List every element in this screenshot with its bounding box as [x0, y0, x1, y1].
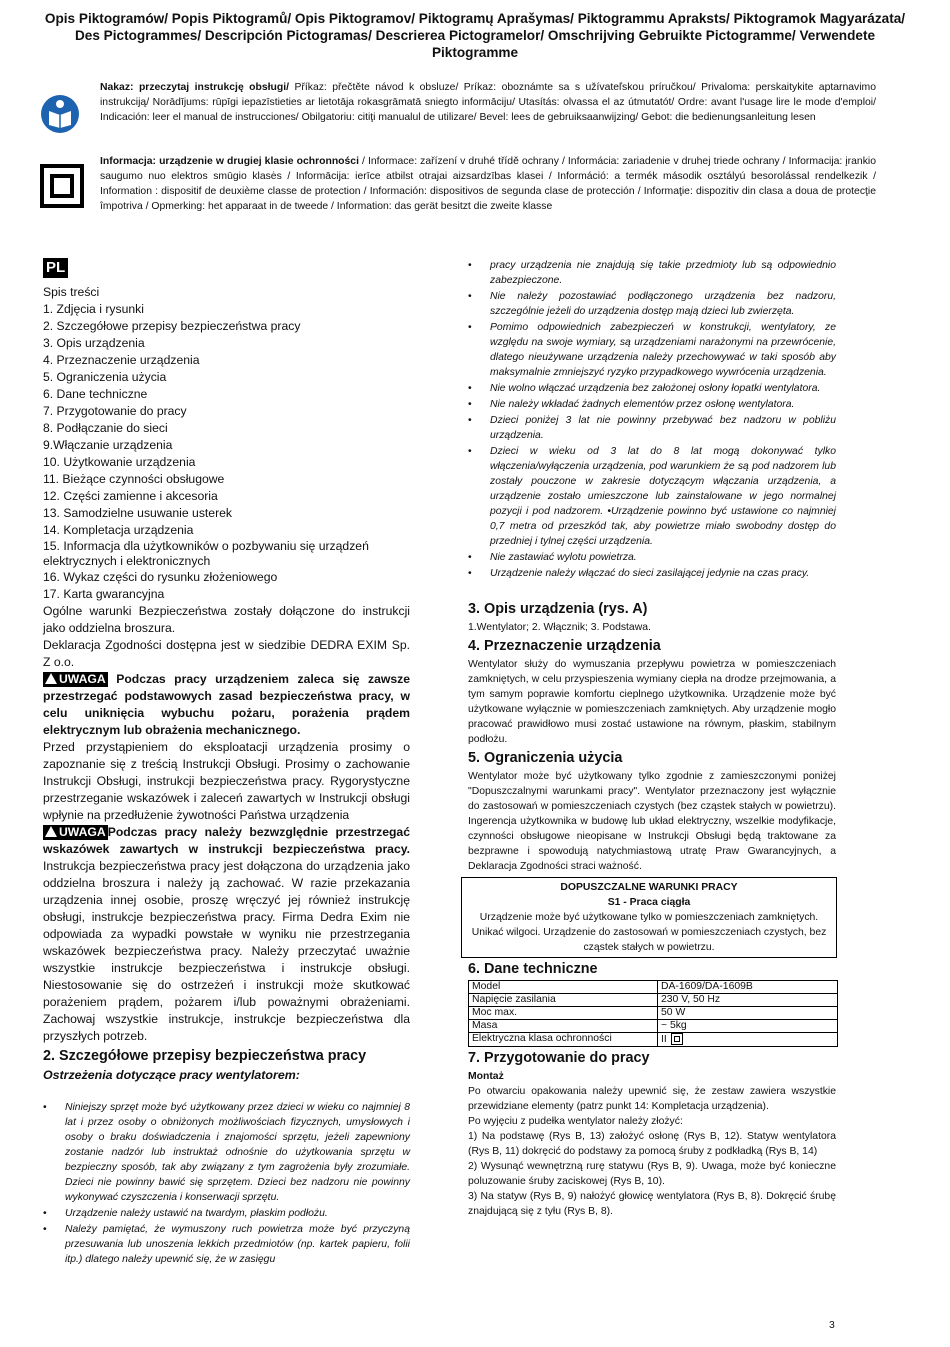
toc-item: 8. Podłączanie do sieci [43, 421, 168, 435]
spec-value: II [661, 1033, 667, 1045]
bullet-item: • pracy urządzenia nie znajdują się takie przedmioty lub są odpowiednio zabezpieczone. [468, 258, 836, 288]
montaz-label: Montaż [468, 1070, 504, 1082]
left-bullet-list [43, 1100, 410, 1267]
pictogram-class2-lead: Informacja: urządzenie w drugiej klasie ochronności [100, 156, 359, 167]
toc-item: 15. Informacja dla użytkowników o pozbywaniu się urządzeń elektrycznych i elektronicznych [43, 539, 369, 568]
warning-label-text: UWAGA [59, 825, 106, 839]
toc-title: Spis treści [43, 285, 100, 299]
section-2-title: 2. Szczegółowe przepisy bezpieczeństwa pracy [43, 1048, 367, 1064]
operating-conditions-subtitle: S1 - Praca ciągła [607, 897, 691, 908]
bullet-item: • Pomimo odpowiednich zabezpieczeń w konstrukcji, wentylatory, ze względu na swoje wymiary, są urządzeniami narażonymi na przewrócenie, dlatego nieużywane urządzenia należy przechowywać w taki sposób aby maksymalnie zmniejszyć ryzyko przypadkowego wywrócenia urządzenia. [468, 320, 836, 380]
montaz-step: 2) Wysunąć wewnętrzną rurę statywu (Rys B, 9). Uwaga, może być konieczne poluzowanie śruby zaciskowej (Rys B, 10). [468, 1160, 836, 1187]
spec-label: Masa [469, 1020, 658, 1033]
warning-1 [43, 671, 410, 739]
toc-item: 6. Dane techniczne [43, 387, 148, 401]
section-3-text: 1.Wentylator; 2. Włącznik; 3. Podstawa. [468, 622, 651, 633]
pictogram-manual-desc: Příkaz: přečtěte návod k obsluze/ Príkaz: oboznámte sa s užívateľskou príručkou/ Privaloma: perskaitykite aptarnavimo instrukciją/ Norādījums: rūpīgi iepazīstieties ar lietotāja rokasgrāmatā sniegto informāciju/ Utasítás: olvassa el az útmutatót/ Ordre: avant l'usage lire le mode d'emploi/ Indicación: leer el manual de instrucciones/ Obilgatoriu: citiţi manualul de utilizare/ Bevel: lees de gebruiksaanwijzing/ Gebot: die bedienungsanleitung lesen [100, 82, 876, 123]
spec-label: Napięcie zasilania [469, 994, 658, 1007]
bullet-item: • Nie wolno włączać urządzenia bez założonej osłony łopatki wentylatora. [468, 381, 836, 396]
pictogram-class2-desc: / Informace: zařízení v druhé třídě ochrany / Informácia: zariadenie v druhej triede ochrany / Informacija: įrankio saugumo nuo elektros smūgio klasės / Informācija: ierīce atbilst otrajai aizsardzības klasei / Információ: a termék második osztályú besorolással rendelkezik / Information : dispositif de deuxième classe de protection / Información: dispositivos de segunda clase de protección / Informaţie: dispozitiv din clasa a doua de protecţie împotriva / Opmerking: het apparaat in de tweede / Information: das gerät besitzt die zweite klasse [100, 156, 876, 212]
warning-label [43, 825, 108, 840]
bullet-item: • Dzieci poniżej 3 lat nie powinny przebywać bez nadzoru w pobliżu urządzenia. [468, 413, 836, 443]
table-row [469, 981, 838, 994]
bullet-item: • Niniejszy sprzęt może być użytkowany przez dzieci w wieku co najmniej 8 lat i przez osoby o obniżonych możliwościach fizycznych, umysłowych i osoby o braku doświadczenia i znajomości sprzętu, jeżeli zapewniony zostanie nadzór lub instruktaż odnośnie do użytkowania sprzętu w bezpieczny sposób, tak aby związany z tym zagrożenia były zrozumiałe. Dzieci nie powinny bawić się sprzętem. Dzieci bez nadzoru nie powinny wykonywać czyszczenia i konserwacji sprzętu. [43, 1100, 410, 1205]
section-4-text: Wentylator służy do wymuszania przepływu powietrza w pomieszczeniach zamkniętych, w celu przyspieszenia wymiany ciepła na drodze przejmowania, a tym samym poprawie komfortu cieplnego użytkownika. Urządzenie może być użytkowane wyłącznie w pomieszczeniach zamkniętych. Aby urządzenie mogło pracować prawidłowo musi zostać ustawione na równym, płaskim, stabilnym podłożu. [468, 659, 836, 745]
spec-value: DA-1609/DA-1609B [658, 981, 838, 994]
operating-conditions-box [461, 877, 837, 958]
spec-value: ~ 5kg [658, 1020, 838, 1033]
warning-triangle-icon [45, 673, 57, 684]
section-7-title: 7. Przygotowanie do pracy [468, 1049, 650, 1066]
montaz-paragraph: Po wyjęciu z pudełka wentylator należy złożyć: [468, 1115, 683, 1127]
montaz-step: 1) Na podstawę (Rys B, 13) założyć osłonę (Rys B, 12). Statyw wentylatora (Rys B, 11) dokręcić do podstawy za pomocą śruby z podkładką (Rys B, 14) [468, 1130, 836, 1157]
section-3-title: 3. Opis urządzenia (rys. A) [468, 601, 648, 617]
bullet-item: • Nie zastawiać wylotu powietrza. [468, 550, 836, 565]
section-5-text: Wentylator może być użytkowany tylko zgodnie z zamieszczonymi poniżej "Dopuszczalnymi warunkami pracy". Wentylator przeznaczony jest wyłącznie do zastosowań w pomieszczeniach czystych (bez cząstek stałych w powietrzu). Ingerencja użytkownika w budowę lub układ elektryczny, wszelkie modyfikacje, czynności obsługowe nieopisane w Instrukcji Obsługi będą traktowane za bezprawne i spowodują natychmiastową utratę Praw Gwarancyjnych, a Deklaracja Zgodności straci ważność. [468, 771, 836, 872]
warning-2 [43, 824, 410, 1045]
read-manual-icon [40, 94, 80, 134]
toc-item: 5. Ograniczenia użycia [43, 370, 167, 384]
bullet-item: • Dzieci w wieku od 3 lat do 8 lat mogą dokonywać tylko włączenia/wyłączenia urządzenia, pod warunkiem że są pod nadzorem lub zostały pouczone w zakresie dotyczącym włączania urządzenia, a urządzenie zostało umieszczone lub zainstalowane w jego normalnej pozycji i pod nadzorem. •Urządzenie powinno być ustawione co najmniej 0,7 metra od przeszkód tak, aby powietrze miało swobodny dostęp do przedniej i tylnej części urządzenia. [468, 444, 836, 549]
right-column [468, 258, 836, 1219]
warning-label-text: UWAGA [59, 672, 106, 686]
toc-item: 9.Włączanie urządzenia [43, 438, 173, 452]
toc-item: 13. Samodzielne usuwanie usterek [43, 506, 233, 520]
warning-1-text: Podczas pracy urządzeniem zaleca się zawsze przestrzegać podstawowych zasad bezpieczeństwa pracy, w celu uniknięcia wybuchu pożaru, porażenia prądem elektrycznym lub obrażenia mechanicznego. [43, 672, 410, 737]
spec-label: Model [469, 981, 658, 994]
bullet-item: • Nie należy wkładać żadnych elementów przez osłonę wentylatora. [468, 397, 836, 412]
toc-item: 17. Karta gwarancyjna [43, 587, 165, 601]
right-bullet-list [468, 258, 836, 581]
toc-item: 10. Użytkowanie urządzenia [43, 455, 196, 469]
spec-label: Elektryczna klasa ochronności [469, 1033, 658, 1047]
spec-value: 50 W [658, 1007, 838, 1020]
specs-table [468, 980, 838, 1047]
page-number: 3 [829, 1320, 835, 1331]
toc-item: 11. Bieżące czynności obsługowe [43, 472, 225, 486]
section-2-subtitle: Ostrzeżenia dotyczące pracy wentylatorem: [43, 1068, 300, 1082]
pictogram-manual-lead: Nakaz: przeczytaj instrukcję obsługi/ [100, 82, 290, 93]
spec-value-cell [658, 1033, 838, 1047]
bullet-item: • Urządzenie należy ustawić na twardym, płaskim podłożu. [43, 1206, 410, 1221]
section-4-title: 4. Przeznaczenie urządzenia [468, 638, 661, 654]
pictogram-class2-text [100, 154, 876, 214]
page-header-title: Opis Piktogramów/ Popis Piktogramů/ Opis Piktogramov/ Piktogramų Aprašymas/ Piktogrammu Apraksts/ Piktogramok Magyarázata/ Des Pictogrammes/ Descripción Pictogramas/ Descrierea Pictogramelor/ Omschrijving Gebruikte Pictogramme/ Verwendete Piktogramme [44, 11, 906, 60]
table-row [469, 1020, 838, 1033]
warning-1-body: Przed przystąpieniem do eksploatacji urządzenia prosimy o zapoznanie się z treścią Instrukcji Obsługi. Prosimy o zachowanie Instrukcji Obsługi, instrukcji bezpieczeństwa pracy. Rygorystyczne przestrzeganie wskazówek i zaleceń zawartych w Instrukcji obsługi wpłynie na przedłużenie żywotności Państwa urządzenia [43, 740, 410, 822]
montaz-paragraph: Po otwarciu opakowania należy upewnić się, że zestaw zawiera wszystkie przewidziane elementy (patrz punkt 14: Kompletacja urządzenia). [468, 1085, 836, 1112]
toc-item: 1. Zdjęcia i rysunki [43, 302, 144, 316]
pictogram-manual-text [100, 80, 876, 125]
left-column [43, 258, 410, 1268]
toc-item: 14. Kompletacja urządzenia [43, 523, 194, 537]
toc-item: 2. Szczegółowe przepisy bezpieczeństwa pracy [43, 319, 301, 333]
table-row [469, 1007, 838, 1020]
bullet-item: • Urządzenie należy włączać do sieci zasilającej jedynie na czas pracy. [468, 566, 836, 581]
class-ii-icon [40, 164, 84, 208]
warning-2-bold: Podczas pracy należy bezwzględnie przestrzegać wskazówek zawartych w instrukcji bezpieczeństwa pracy. [43, 825, 410, 856]
bullet-item: • Należy pamiętać, że wymuszony ruch powietrza może być przyczyną przesuwania lub unoszenia lekkich przedmiotów (np. kartek papieru, folii itp.) dlatego należy upewnić się, że w zasięgu [43, 1222, 410, 1267]
general-safety-note: Ogólne warunki Bezpieczeństwa zostały dołączone do instrukcji jako oddzielna broszura. [43, 604, 410, 635]
operating-conditions-title: DOPUSZCZALNE WARUNKI PRACY [560, 882, 738, 893]
toc-item: 4. Przeznaczenie urządzenia [43, 353, 200, 367]
toc-item: 7. Przygotowanie do pracy [43, 404, 187, 418]
class-ii-small-icon [671, 1033, 683, 1045]
toc-item: 12. Części zamienne i akcesoria [43, 489, 218, 503]
spec-label: Moc max. [469, 1007, 658, 1020]
warning-label [43, 672, 108, 687]
section-6-title: 6. Dane techniczne [468, 961, 598, 977]
warning-2-body: Instrukcja bezpieczeństwa pracy jest dołączona do urządzenia jako oddzielna broszura i należy ją zachować. W razie przekazania urządzenia innej osobie, proszę wręczyć jej również instrukcję obsługi, instrukcje bezpieczeństwa pracy. Firma Dedra Exim nie odpowiada za wypadki powstałe w wyniku nie przestrzegania wskazówek bezpieczeństwa pracy. Należy przeczytać uważnie wszystkie instrukcje bezpieczeństwa i instrukcje obsługi. Niestosowanie się do ostrzeżeń i instrukcji może skutkować porażeniem prądem, pożarem i/lub poważnymi obrażeniami. Zachowaj wszystkie instrukcje, instrukcje bezpieczeństwa dla przyszłych potrzeb. [43, 859, 410, 1043]
bullet-item: • Nie należy pozostawiać podłączonego urządzenia bez nadzoru, szczególnie jeżeli do urządzenia dostęp mają dzieci lub zwierzęta. [468, 289, 836, 319]
spec-value: 230 V, 50 Hz [658, 994, 838, 1007]
table-row [469, 1033, 838, 1047]
warning-triangle-icon [45, 826, 57, 837]
toc-item: 16. Wykaz części do rysunku złożeniowego [43, 570, 278, 584]
montaz-step: 3) Na statyw (Rys B, 9) nałożyć głowicę wentylatora (Rys B, 8). Dokręcić śrubę znajdującą się z tyłu (Rys B, 8). [468, 1190, 836, 1217]
section-5-title: 5. Ograniczenia użycia [468, 750, 623, 766]
table-of-contents [43, 301, 410, 603]
table-row [469, 994, 838, 1007]
operating-conditions-text: Urządzenie może być użytkowane tylko w pomieszczeniach zamkniętych. Unikać wilgoci. Urządzenie do zastosowań w pomieszczeniach czystych, bez cząstek stałych w powietrzu. [471, 912, 827, 953]
toc-item: 3. Opis urządzenia [43, 336, 145, 350]
language-badge: PL [43, 258, 68, 278]
declaration-note: Deklaracja Zgodności dostępna jest w siedzibie DEDRA EXIM Sp. Z o.o. [43, 638, 410, 669]
